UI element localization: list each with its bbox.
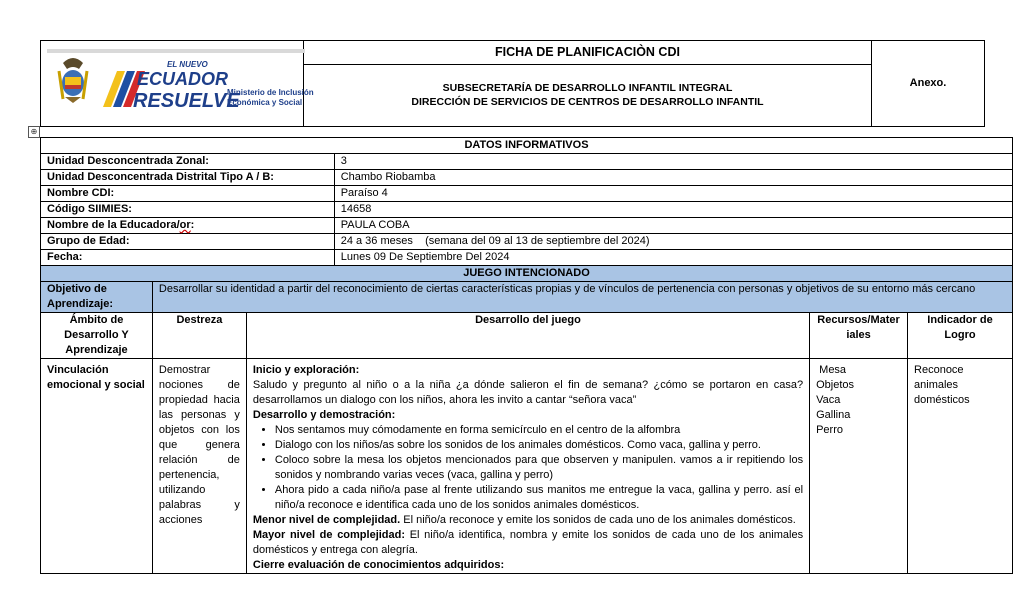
ambito-cell: Vinculación emocional y social: [41, 359, 153, 574]
info-row: [41, 170, 1013, 186]
column-header: Indicador de Logro: [908, 313, 1013, 359]
info-row: [41, 234, 1013, 250]
indicator-cell: Reconoce animales domésticos: [908, 359, 1013, 574]
list-item: • Dialogo con los niños/as sobre los sonidos de los animales domésticos. Como vaca, gallina y perro.: [275, 438, 803, 453]
menor-complexity: Menor nivel de complejidad. El niño/a reconoce y emite los sonidos de cada uno de los animales domésticos.: [252, 514, 796, 526]
game-section-title: JUEGO INTENCIONADO: [41, 266, 1013, 282]
column-header: Desarrollo del juego: [246, 313, 809, 359]
objective-value: Desarrollar su identidad a partir del reconocimiento de ciertas características propias y de vínculos de pertenencia con personas y objetivos de su entorno más cercano: [152, 282, 1012, 313]
info-value: 14658: [334, 202, 1012, 218]
list-item: • Coloco sobre la mesa los objetos mencionados para que observen y manipulen. vamos a ir repitiendo los sonidos y nombrando varias veces (vaca, gallina y perro): [275, 453, 803, 483]
column-header: Destreza: [152, 313, 246, 359]
table-move-handle-icon[interactable]: ⊕: [28, 126, 40, 138]
annex-label: Anexo.: [872, 41, 985, 127]
column-header: Ámbito de Desarrollo Y Aprendizaje: [41, 313, 153, 359]
ministry-logo: [41, 41, 314, 121]
info-label: Fecha:: [41, 250, 335, 266]
svg-text:Económica y Social: Económica y Social: [227, 98, 303, 107]
info-value: Chambo Riobamba: [334, 170, 1012, 186]
subtitle-cell: [304, 64, 872, 126]
svg-text:EL NUEVO: EL NUEVO: [167, 60, 208, 69]
resource-item: Mesa: [816, 364, 847, 376]
info-label: Unidad Desconcentrada Zonal:: [41, 154, 335, 170]
info-section-title: DATOS INFORMATIVOS: [41, 138, 1013, 154]
resources-cell: [810, 359, 908, 574]
info-row: [41, 218, 1013, 234]
subtitle-line2: DIRECCIÓN DE SERVICIOS DE CENTROS DE DESARROLLO INFANTIL: [411, 96, 764, 109]
inicio-text: Saludo y pregunto al niño o a la niña ¿a dónde salieron el fin de semana? ¿cómo se portaron en casa? desarrollamos un dialogo con los niños, ahora les invito a cantar “señora vaca”: [252, 379, 804, 406]
subtitle-line1: SUBSECRETARÍA DE DESARROLLO INFANTIL INTEGRAL: [442, 82, 733, 95]
info-label: Grupo de Edad:: [41, 234, 335, 250]
info-row: [41, 250, 1013, 266]
column-header: Recursos/Materiales: [810, 313, 908, 359]
info-row: [41, 202, 1013, 218]
info-value: Lunes 09 De Septiembre Del 2024: [334, 250, 1012, 266]
info-row: [41, 154, 1013, 170]
info-value: Paraíso 4: [334, 186, 1012, 202]
document-title: FICHA DE PLANIFICACIÒN CDI: [304, 41, 872, 65]
info-value: PAULA COBA: [334, 218, 1012, 234]
inicio-title: Inicio y exploración:: [252, 364, 360, 376]
info-label: Nombre de la Educadora/or:: [41, 218, 335, 234]
resource-item: Perro: [816, 424, 843, 436]
coat-of-arms-icon: [59, 58, 87, 103]
svg-text:RESUELVE: RESUELVE: [133, 90, 240, 112]
info-label: Unidad Desconcentrada Distrital Tipo A / B:: [41, 170, 335, 186]
game-development-cell: [246, 359, 809, 574]
info-value: 3: [334, 154, 1012, 170]
mayor-complexity: Mayor nivel de complejidad: El niño/a identifica, nombra y emite los sonidos de cada uno de los animales domésticos y entrega con alegría.: [252, 529, 804, 556]
info-row: [41, 186, 1013, 202]
resource-item: Objetos: [816, 379, 855, 391]
objective-label: Objetivo de Aprendizaje:: [41, 282, 153, 313]
planning-table: [40, 137, 1013, 574]
info-label: Código SIIMIES:: [41, 202, 335, 218]
activity-list: [253, 423, 803, 513]
list-item: • Nos sentamos muy cómodamente en forma semicírculo en el centro de la alfombra: [275, 423, 803, 438]
cierre-title[interactable]: Cierre evaluación de conocimientos adquiridos:: [252, 559, 505, 571]
resource-item: Gallina: [816, 409, 851, 421]
logo-cell: [41, 41, 314, 127]
list-item: • Ahora pido a cada niño/a pase al frente utilizando sus manitos me entregue la vaca, gallina y perro. así el niño/a reconoce e identifica cada uno de los sonidos animales domésticos.: [275, 483, 803, 513]
resource-item: Vaca: [816, 394, 841, 406]
info-value: 24 a 36 meses (semana del 09 al 13 de septiembre del 2024): [334, 234, 1012, 250]
info-label: Nombre CDI:: [41, 186, 335, 202]
svg-text:Ministerio de Inclusión: Ministerio de Inclusión: [227, 88, 314, 97]
header-table: [40, 40, 985, 127]
desarrollo-title: Desarrollo y demostración:: [252, 409, 396, 421]
destreza-cell: Demostrar nociones de propiedad hacia las personas y objetos con los que genera relación de pertenencia, utilizando palabras y acciones: [152, 359, 246, 574]
svg-text:ECUADOR: ECUADOR: [137, 69, 229, 89]
